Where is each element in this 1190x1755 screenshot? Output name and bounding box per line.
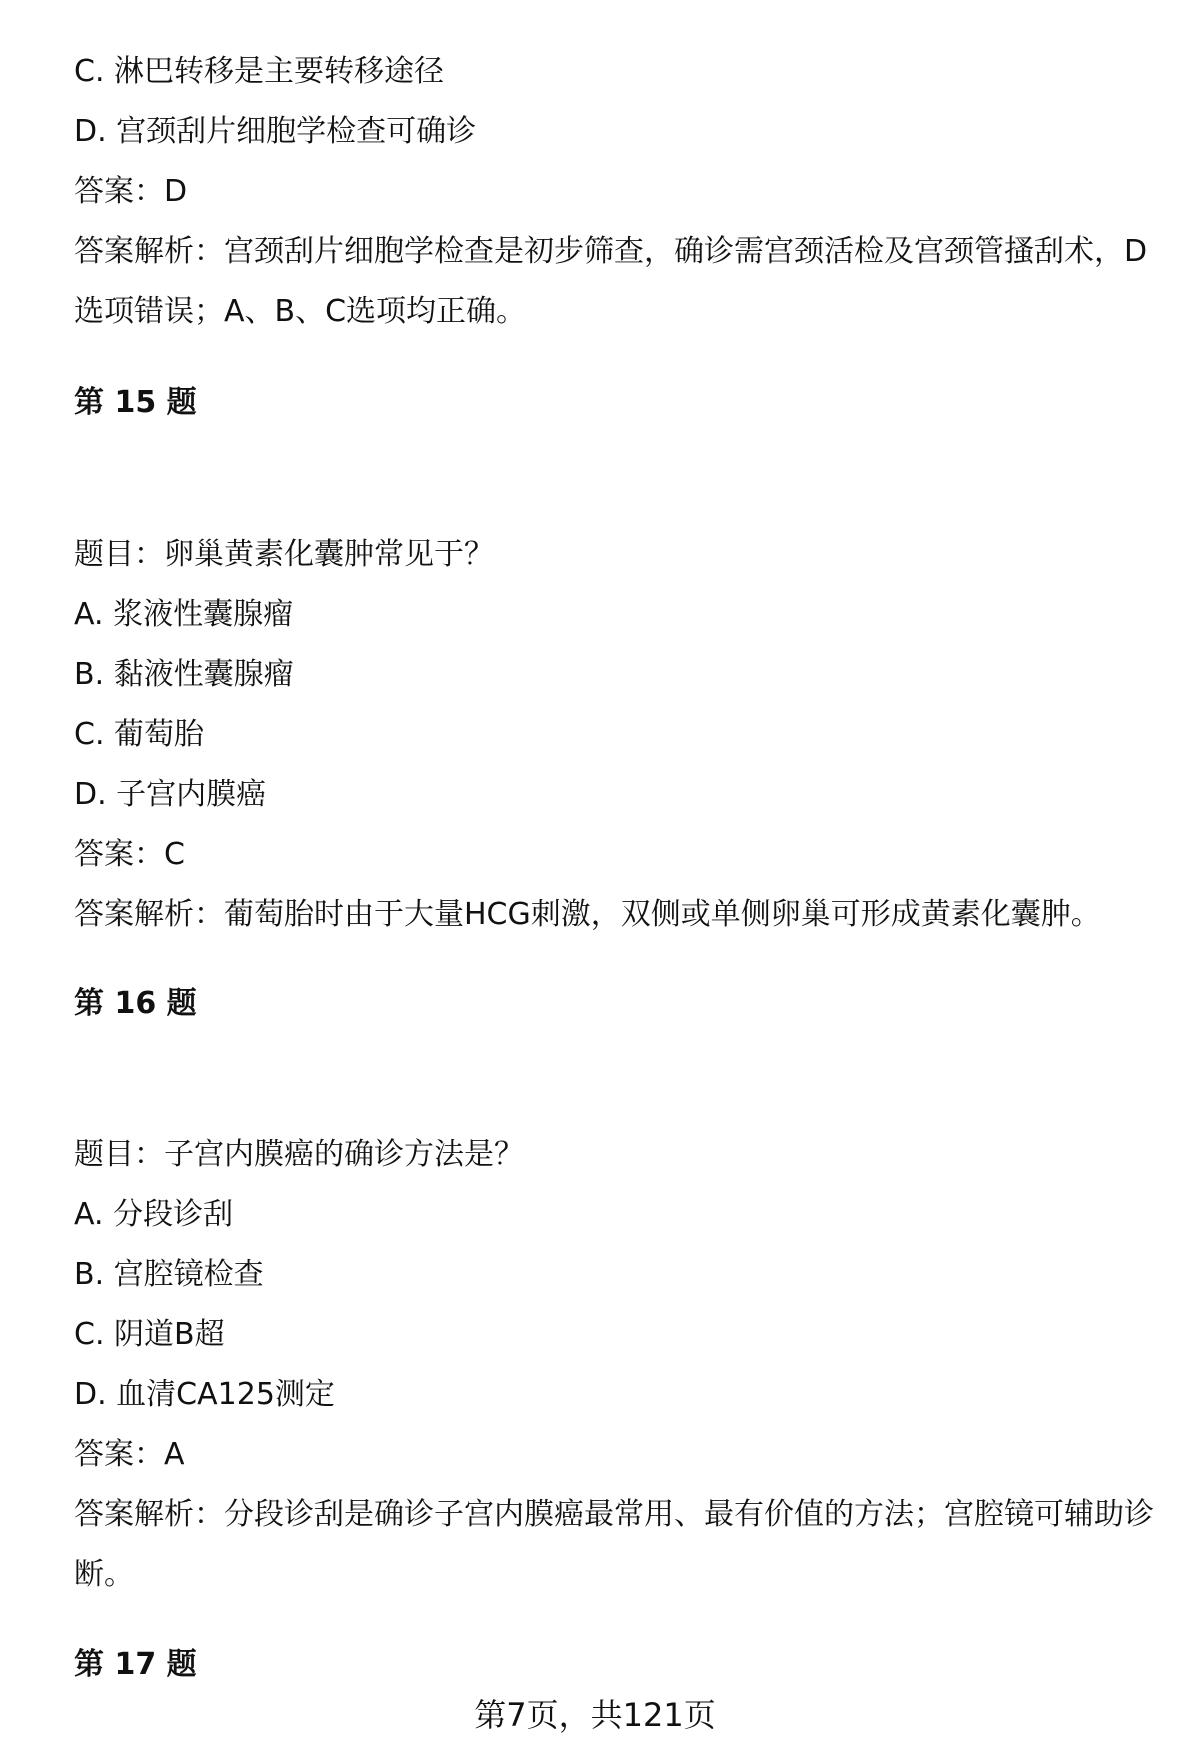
answer-analysis: 答案解析：宫颈刮片细胞学检查是初步筛查，确诊需宫颈活检及宫颈管搔刮术，D	[74, 234, 1148, 269]
option-c-16: C. 阴道B超	[74, 1317, 225, 1352]
option-c: C. 淋巴转移是主要转移途径	[74, 54, 445, 89]
question-heading-16: 第 16 题	[74, 986, 197, 1021]
option-b-16: B. 宫腔镜检查	[74, 1257, 264, 1292]
answer-15: 答案：C	[74, 837, 185, 872]
answer-analysis-continued: 选项错误；A、B、C选项均正确。	[74, 294, 527, 329]
answer: 答案：D	[74, 174, 188, 209]
option-a-15: A. 浆液性囊腺瘤	[74, 597, 294, 632]
answer-16: 答案：A	[74, 1437, 185, 1472]
answer-analysis-15: 答案解析：葡萄胎时由于大量HCG刺激，双侧或单侧卵巢可形成黄素化囊肿。	[74, 897, 1101, 932]
answer-analysis-16-continued: 断。	[74, 1557, 134, 1592]
question-heading-15: 第 15 题	[74, 385, 197, 420]
answer-analysis-16: 答案解析：分段诊刮是确诊子宫内膜癌最常用、最有价值的方法；宫腔镜可辅助诊	[74, 1497, 1154, 1532]
question-stem-16: 题目：子宫内膜癌的确诊方法是？	[74, 1137, 524, 1172]
page-number: 第7页，共121页	[474, 1696, 716, 1734]
option-b-15: B. 黏液性囊腺瘤	[74, 657, 294, 692]
option-a-16: A. 分段诊刮	[74, 1197, 234, 1232]
option-d: D. 宫颈刮片细胞学检查可确诊	[74, 114, 477, 149]
option-d-16: D. 血清CA125测定	[74, 1377, 335, 1412]
question-heading-17: 第 17 题	[74, 1647, 197, 1682]
option-c-15: C. 葡萄胎	[74, 717, 205, 752]
option-d-15: D. 子宫内膜癌	[74, 777, 267, 812]
question-stem-15: 题目：卵巢黄素化囊肿常见于？	[74, 537, 494, 572]
